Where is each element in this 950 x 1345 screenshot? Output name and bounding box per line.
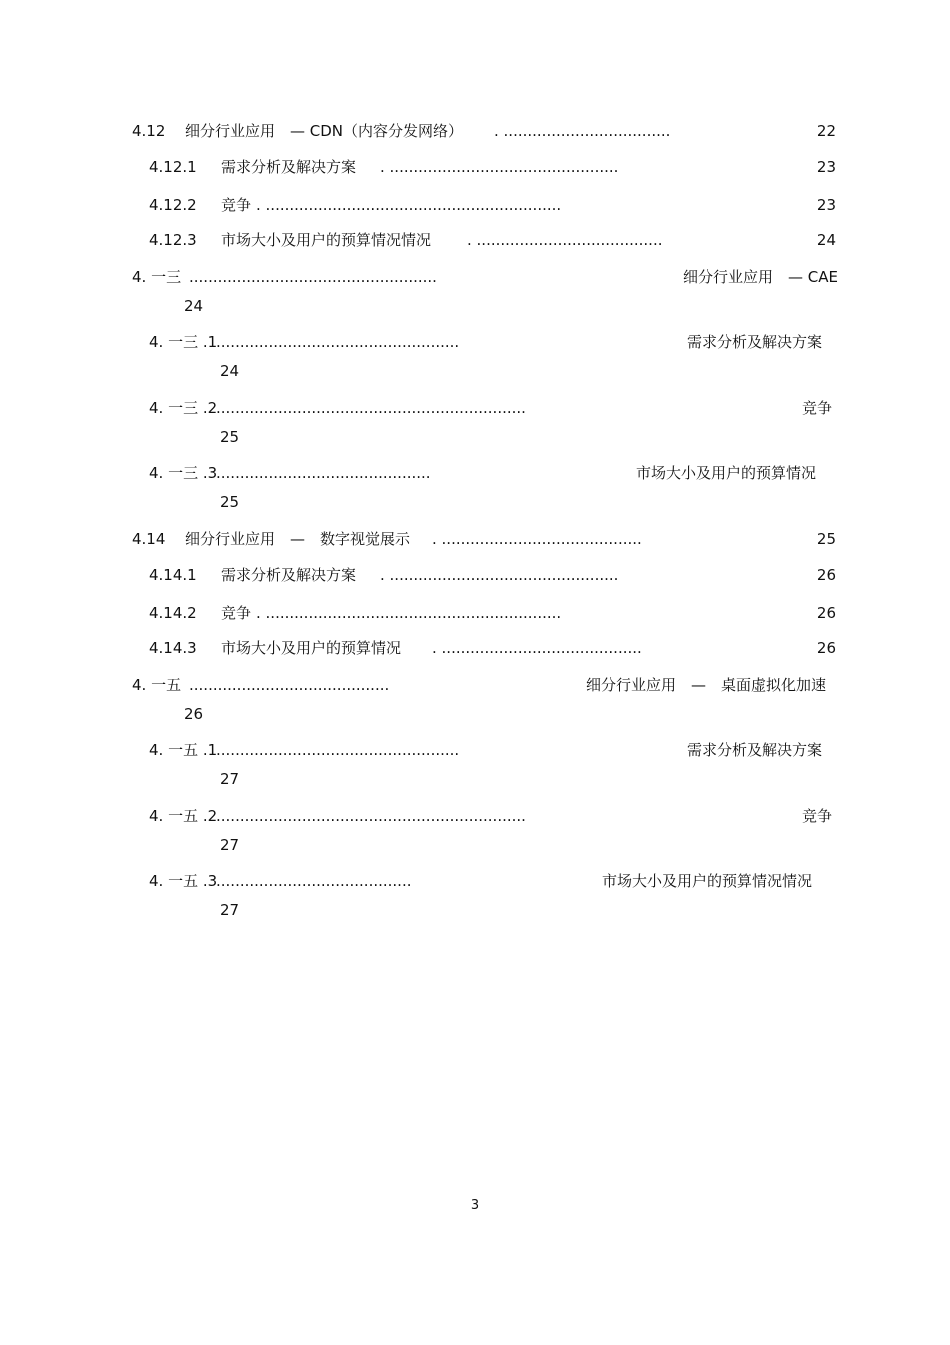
- toc-page-number: 26: [816, 639, 836, 657]
- toc-page-number: 26: [816, 604, 836, 622]
- toc-number: 4. 一三: [132, 268, 182, 286]
- toc-number: 4. 一五 .3: [149, 872, 218, 890]
- toc-title: 竞争: [801, 399, 832, 417]
- toc-page-number: 25: [816, 530, 836, 548]
- toc-title: 需求分析及解决方案: [221, 566, 357, 584]
- toc-page-number: 24: [220, 362, 240, 380]
- toc-leader-dots: ...................................................: [216, 333, 460, 351]
- toc-leader-dots: .................................................................: [216, 807, 526, 825]
- toc-page-number: 26: [184, 705, 204, 723]
- toc-leader-dots: .........................................: [216, 872, 412, 890]
- toc-page-number: 22: [816, 122, 836, 140]
- toc-number: 4. 一五 .1: [149, 741, 218, 759]
- toc-leader-dots: ...................................................: [216, 741, 460, 759]
- toc-number: 4. 一三 .2: [149, 399, 218, 417]
- toc-title: 细分行业应用 — 数字视觉展示: [185, 530, 411, 548]
- toc-page-number: 24: [816, 231, 836, 249]
- toc-number: 4.12: [132, 122, 166, 140]
- toc-number: 4.14: [132, 530, 166, 548]
- toc-title: 竞争: [801, 807, 832, 825]
- toc-leader-dots: . ..........................................: [432, 639, 642, 657]
- toc-title: 市场大小及用户的预算情况: [221, 639, 402, 657]
- toc-title: 市场大小及用户的预算情况情况: [601, 872, 812, 890]
- toc-leader-dots: . ..............................................................: [256, 196, 562, 214]
- toc-leader-dots: . ................................................: [380, 158, 619, 176]
- toc-page-number: 26: [816, 566, 836, 584]
- toc-title: 细分行业应用 — CAE: [683, 268, 838, 286]
- toc-number: 4. 一三 .1: [149, 333, 218, 351]
- toc-number: 4.12.3: [149, 231, 197, 249]
- toc-title: 市场大小及用户的预算情况: [635, 464, 816, 482]
- toc-leader-dots: . ..........................................: [432, 530, 642, 548]
- toc-page-number: 27: [220, 901, 240, 919]
- toc-title: 竞争: [221, 604, 252, 622]
- toc-number: 4.12.2: [149, 196, 197, 214]
- toc-title: 市场大小及用户的预算情况情况: [221, 231, 432, 249]
- toc-title: 细分行业应用 — 桌面虚拟化加速: [585, 676, 826, 694]
- toc-number: 4. 一五 .2: [149, 807, 218, 825]
- toc-page-number: 27: [220, 836, 240, 854]
- toc-title: 细分行业应用 — CDN（内容分发网络）: [185, 122, 464, 140]
- toc-leader-dots: .............................................: [216, 464, 431, 482]
- toc-page-number: 25: [220, 493, 240, 511]
- toc-title: 需求分析及解决方案: [221, 158, 357, 176]
- toc-number: 4.12.1: [149, 158, 197, 176]
- page-number: 3: [470, 1198, 480, 1213]
- toc-page-number: 23: [816, 196, 836, 214]
- toc-leader-dots: .................................................................: [216, 399, 526, 417]
- toc-title: 需求分析及解决方案: [686, 333, 822, 351]
- toc-title: 竞争: [221, 196, 252, 214]
- toc-leader-dots: ..........................................: [189, 676, 390, 694]
- toc-title: 需求分析及解决方案: [686, 741, 822, 759]
- toc-leader-dots: ....................................................: [189, 268, 437, 286]
- toc-number: 4. 一三 .3: [149, 464, 218, 482]
- toc-leader-dots: . .......................................: [467, 231, 663, 249]
- toc-page-number: 25: [220, 428, 240, 446]
- toc-number: 4.14.3: [149, 639, 197, 657]
- toc-page-number: 27: [220, 770, 240, 788]
- toc-number: 4. 一五: [132, 676, 182, 694]
- toc-leader-dots: . ..............................................................: [256, 604, 562, 622]
- toc-leader-dots: . ................................................: [380, 566, 619, 584]
- toc-page-number: 24: [184, 297, 204, 315]
- toc-leader-dots: . ...................................: [494, 122, 671, 140]
- toc-number: 4.14.1: [149, 566, 197, 584]
- toc-number: 4.14.2: [149, 604, 197, 622]
- toc-page-number: 23: [816, 158, 836, 176]
